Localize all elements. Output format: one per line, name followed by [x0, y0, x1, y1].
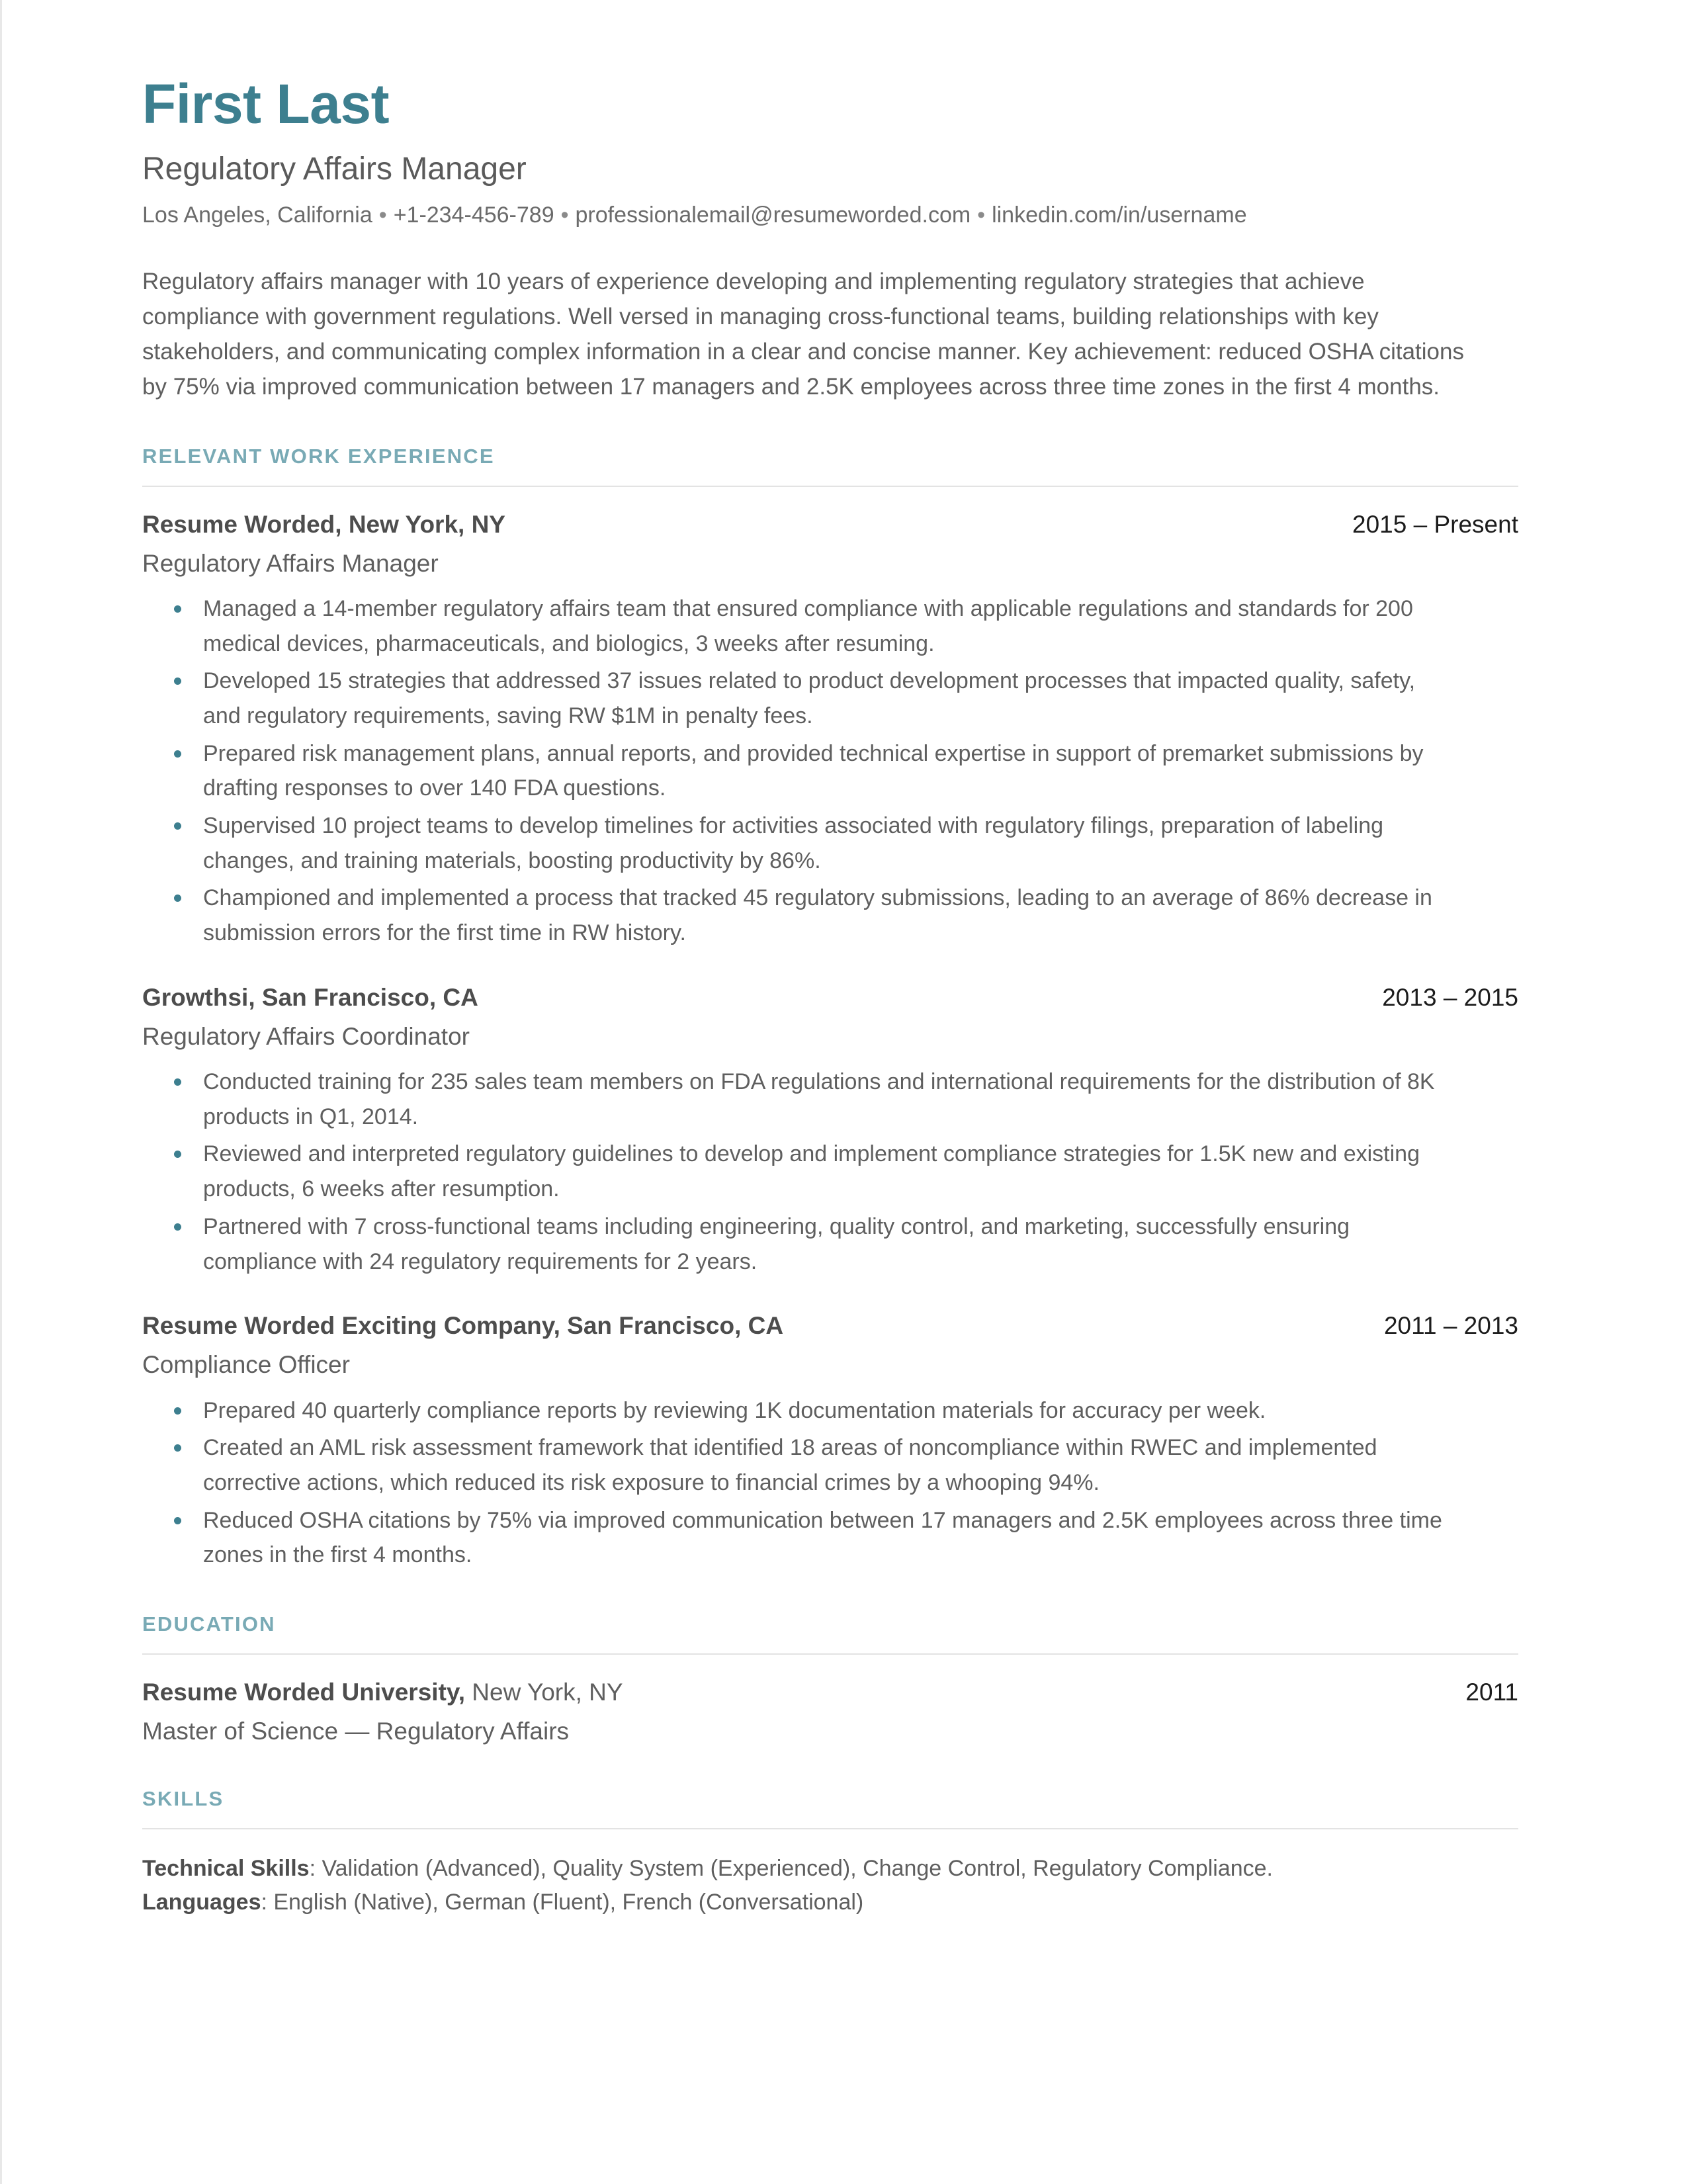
header-job-title: Regulatory Affairs Manager	[142, 152, 527, 187]
experience-date: 2015 – Present	[1352, 510, 1518, 538]
experience-entry-header	[142, 509, 1518, 540]
education-school	[142, 1677, 623, 1708]
section-divider-education	[142, 1653, 1518, 1655]
list-item: Partnered with 7 cross-functional teams including engineering, quality control, and marketing, successfully ensuring compliance with 24 regulatory requirements for 2 years.	[142, 1209, 1457, 1279]
contact-phone[interactable]: +1-234-456-789	[393, 202, 554, 228]
experience-bullet-list	[142, 1393, 1518, 1573]
skill-line-technical	[142, 1852, 1518, 1886]
list-item: Managed a 14-member regulatory affairs team that ensured compliance with applicable regulations and standards for 200 medical devices, pharmaceuticals, and biologics, 3 weeks after resuming.	[142, 591, 1457, 661]
section-divider-skills	[142, 1828, 1518, 1829]
experience-org: Growthsi, San Francisco, CA	[142, 983, 478, 1011]
list-item: Championed and implemented a process that tracked 45 regulatory submissions, leading to an average of 86% decrease in submission errors for the first time in RW history.	[142, 881, 1457, 950]
list-item: Reviewed and interpreted regulatory guidelines to develop and implement compliance strategies for 1.5K new and existing products, 6 weeks after resumption.	[142, 1137, 1457, 1206]
experience-org: Resume Worded Exciting Company, San Francisco, CA	[142, 1312, 784, 1340]
skill-label-languages: Languages	[142, 1890, 261, 1915]
education-school-name: Resume Worded University,	[142, 1679, 465, 1706]
page-left-border	[0, 0, 2, 2184]
skill-label-technical: Technical Skills	[142, 1856, 310, 1882]
experience-entry-header	[142, 983, 1518, 1013]
section-skills	[142, 1787, 1518, 1919]
list-item: Prepared risk management plans, annual reports, and provided technical expertise in support of premarket submissions by drafting responses to over 140 FDA questions.	[142, 736, 1457, 806]
skill-line-languages	[142, 1886, 1518, 1919]
contact-email[interactable]: professionalemail@resumeworded.com	[575, 202, 971, 228]
experience-date: 2013 – 2015	[1382, 983, 1518, 1011]
section-title-experience: RELEVANT WORK EXPERIENCE	[142, 444, 495, 468]
education-entry	[142, 1677, 1518, 1747]
experience-bullet-list	[142, 1065, 1518, 1279]
list-item: Reduced OSHA citations by 75% via improved communication between 17 managers and 2.5K employees across three time zones in the first 4 months.	[142, 1503, 1457, 1573]
section-experience	[142, 445, 1518, 1573]
experience-entry	[142, 983, 1518, 1279]
contact-line	[142, 200, 1518, 230]
skill-value-languages: : English (Native), German (Fluent), French (Conversational)	[261, 1890, 864, 1915]
list-item: Supervised 10 project teams to develop timelines for activities associated with regulatory filings, preparation of labeling changes, and training materials, boosting productivity by 86%.	[142, 808, 1457, 878]
experience-role: Regulatory Affairs Manager	[142, 549, 439, 577]
experience-role: Regulatory Affairs Coordinator	[142, 1023, 470, 1050]
contact-linkedin[interactable]: linkedin.com/in/username	[992, 202, 1247, 228]
contact-location: Los Angeles, California	[142, 202, 372, 228]
resume-header	[142, 73, 1518, 405]
section-education	[142, 1612, 1518, 1747]
resume-content	[142, 0, 1518, 1919]
education-school-location: New York, NY	[465, 1679, 623, 1706]
professional-summary: Regulatory affairs manager with 10 years of experience developing and implementing regulatory strategies that achieve compliance with government regulations. Well versed in managing cross-functional teams, building relationships with key stakeholders, and communicating complex information in a clear and concise manner. Key achievement: reduced OSHA citations by 75% via improved communication between 17 managers and 2.5K employees across three time zones in the first 4 months.	[142, 268, 1464, 400]
section-title-skills: SKILLS	[142, 1787, 224, 1811]
skill-value-technical: : Validation (Advanced), Quality System (Experienced), Change Control, Regulatory Compliance.	[309, 1856, 1273, 1882]
education-degree: Master of Science — Regulatory Affairs	[142, 1718, 570, 1745]
list-item: Prepared 40 quarterly compliance reports by reviewing 1K documentation materials for accuracy per week.	[142, 1393, 1457, 1428]
experience-bullet-list	[142, 591, 1518, 951]
contact-separator-3: •	[977, 202, 986, 228]
experience-entry	[142, 1311, 1518, 1573]
list-item: Conducted training for 235 sales team members on FDA regulations and international requirements for the distribution of 8K products in Q1, 2014.	[142, 1065, 1457, 1134]
experience-entry-header	[142, 1311, 1518, 1341]
section-divider-experience	[142, 486, 1518, 487]
experience-date: 2011 – 2013	[1383, 1312, 1518, 1340]
experience-role: Compliance Officer	[142, 1351, 350, 1379]
list-item: Created an AML risk assessment framework that identified 18 areas of noncompliance within RWEC and implemented corrective actions, which reduced its risk exposure to financial crimes by a whooping 94%.	[142, 1430, 1457, 1500]
experience-entry	[142, 509, 1518, 951]
education-entry-header	[142, 1677, 1518, 1708]
experience-org: Resume Worded, New York, NY	[142, 510, 505, 538]
education-date: 2011	[1465, 1679, 1518, 1706]
page-title: First Last	[142, 73, 390, 135]
list-item: Developed 15 strategies that addressed 37 issues related to product development processes that impacted quality, safety, and regulatory requirements, saving RW $1M in penalty fees.	[142, 664, 1457, 733]
contact-separator-1: •	[378, 202, 387, 228]
contact-separator-2: •	[560, 202, 569, 228]
section-title-education: EDUCATION	[142, 1612, 276, 1636]
